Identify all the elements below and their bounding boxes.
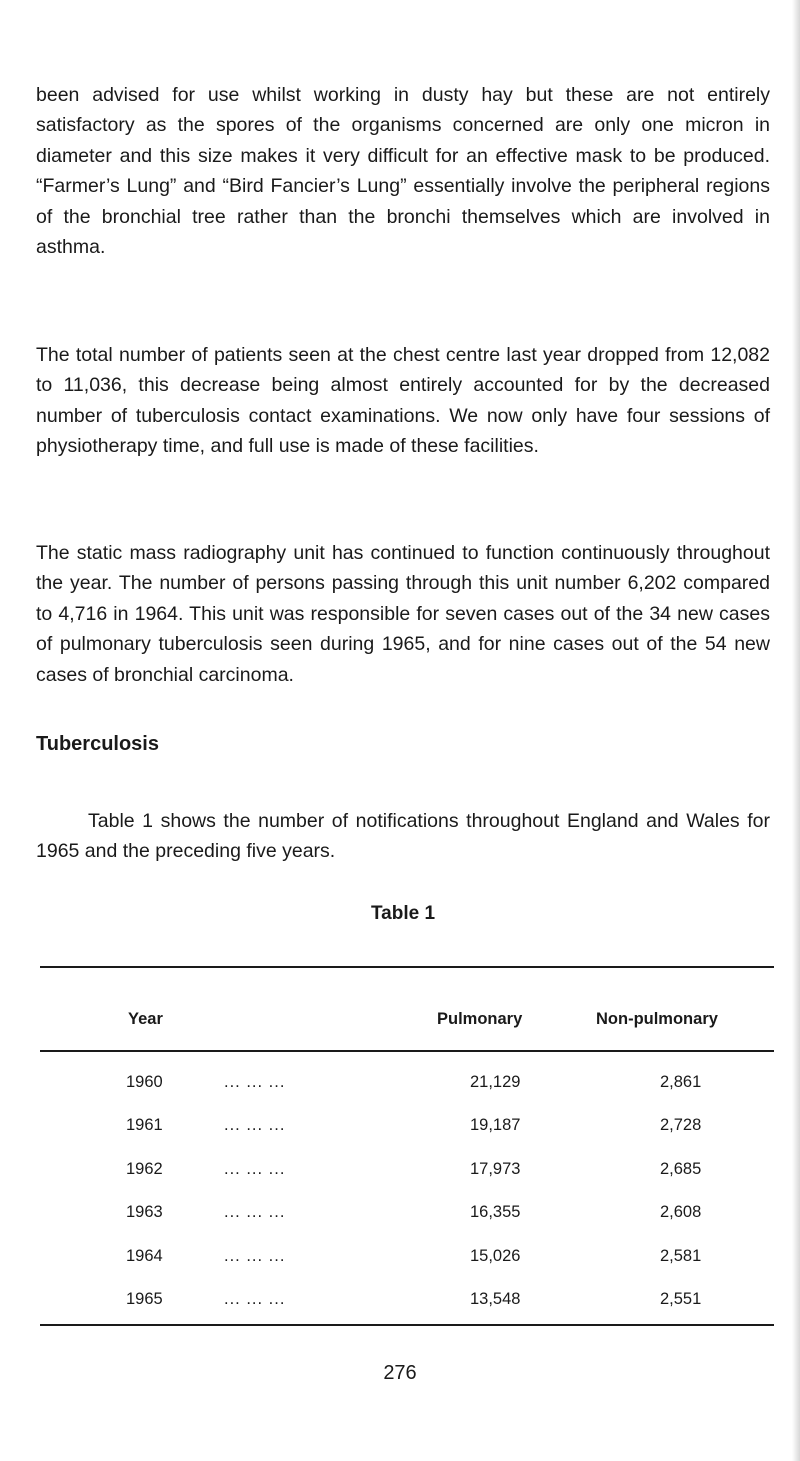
cell-year: 1962 xyxy=(126,1160,163,1178)
paragraph-masks-and-farmers-lung: been advised for use whilst working in dusty hay but these are not entirely satisfactory as the spores of the organisms concerned are only one micron in diameter and this size makes it very difficult for an effective mask to be produced. “Farmer’s Lung” and “Bird Fancier’s Lung” essentially involve the peripheral regions of the bronchial tree rather than the bronchi themselves which are involved in asthma. xyxy=(36,84,770,259)
cell-non-pulmonary: 2,551 xyxy=(660,1290,702,1308)
cell-leader-dots: ... ... ... xyxy=(224,1247,286,1265)
cell-year: 1965 xyxy=(126,1290,163,1308)
paragraph-chest-centre-patients: The total number of patients seen at the chest centre last year dropped from 12,082 to 11,036, this decrease being almost entirely accounted for by the decreased number of tuberculosis contact examinations. We now only have four sessions of physiotherapy time, and full use is made of these facilities. xyxy=(36,344,770,458)
cell-year: 1961 xyxy=(126,1116,163,1134)
cell-pulmonary: 16,355 xyxy=(470,1203,521,1221)
table-header-non-pulmonary: Non-pulmonary xyxy=(596,1010,718,1028)
table-header-year: Year xyxy=(128,1010,163,1028)
cell-pulmonary: 19,187 xyxy=(470,1116,521,1134)
table-bottom-rule xyxy=(40,1324,774,1326)
page-number: 276 xyxy=(383,1362,417,1384)
cell-non-pulmonary: 2,685 xyxy=(660,1160,702,1178)
cell-pulmonary: 17,973 xyxy=(470,1160,521,1178)
cell-pulmonary: 13,548 xyxy=(470,1290,521,1308)
cell-non-pulmonary: 2,581 xyxy=(660,1247,702,1265)
cell-pulmonary: 15,026 xyxy=(470,1247,521,1265)
cell-leader-dots: ... ... ... xyxy=(224,1290,286,1308)
cell-leader-dots: ... ... ... xyxy=(224,1203,286,1221)
cell-non-pulmonary: 2,728 xyxy=(660,1116,702,1134)
table-header-pulmonary: Pulmonary xyxy=(437,1010,523,1028)
cell-year: 1964 xyxy=(126,1247,163,1265)
table-title: Table 1 xyxy=(370,903,436,924)
scan-page-edge xyxy=(792,0,800,1461)
table-top-rule xyxy=(40,966,774,968)
table-row xyxy=(0,1073,800,1097)
table-row xyxy=(0,1290,800,1314)
cell-non-pulmonary: 2,861 xyxy=(660,1073,702,1091)
table-row xyxy=(0,1247,800,1271)
section-heading-tuberculosis: Tuberculosis xyxy=(36,733,159,755)
cell-leader-dots: ... ... ... xyxy=(224,1160,286,1178)
cell-non-pulmonary: 2,608 xyxy=(660,1203,702,1221)
paragraph-table-intro: Table 1 shows the number of notifications throughout England and Wales for 1965 and the preceding five years. xyxy=(36,810,770,863)
cell-leader-dots: ... ... ... xyxy=(224,1073,286,1091)
table-row xyxy=(0,1160,800,1184)
table-header-rule xyxy=(40,1050,774,1052)
table-row xyxy=(0,1116,800,1140)
cell-pulmonary: 21,129 xyxy=(470,1073,521,1091)
table-row xyxy=(0,1203,800,1227)
cell-year: 1963 xyxy=(126,1203,163,1221)
cell-year: 1960 xyxy=(126,1073,163,1091)
cell-leader-dots: ... ... ... xyxy=(224,1116,286,1134)
paragraph-mass-radiography-unit: The static mass radiography unit has continued to function continuously throughout the year. The number of persons passing through this unit number 6,202 compared to 4,716 in 1964. This unit was responsible for seven cases out of the 34 new cases of pulmonary tuberculosis seen during 1965, and for nine cases out of the 54 new cases of bronchial carcinoma. xyxy=(36,542,770,686)
